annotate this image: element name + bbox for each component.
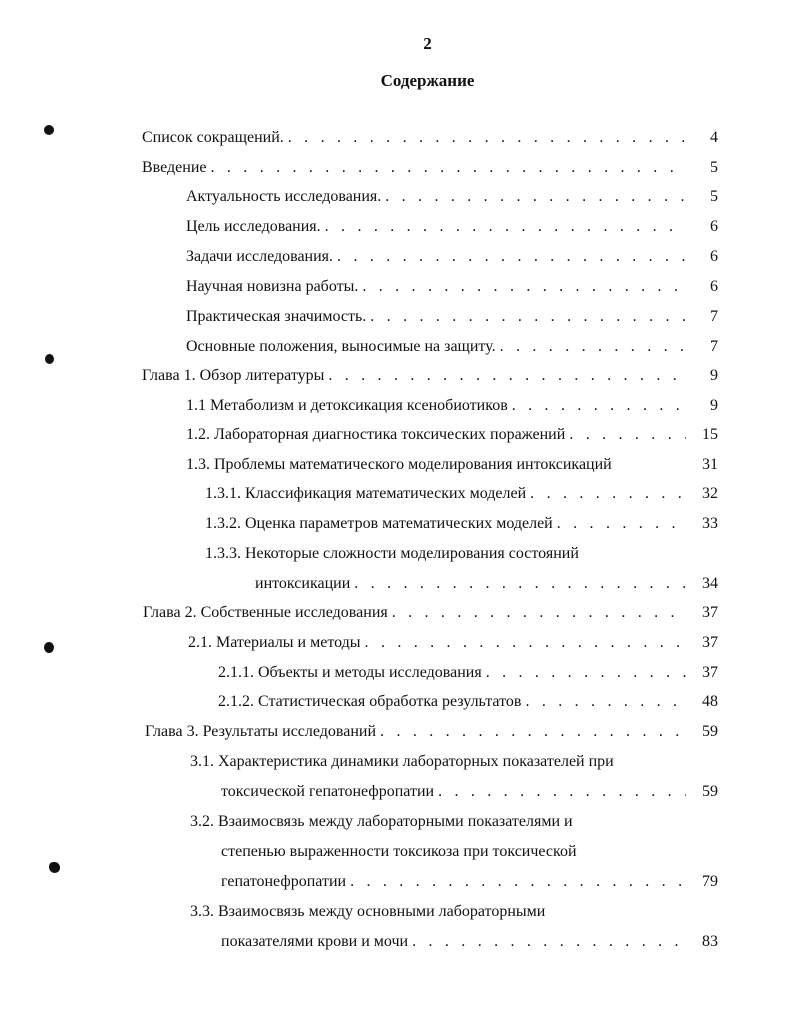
toc-dot-leader xyxy=(284,127,686,149)
toc-entry-page: 5 xyxy=(710,188,718,205)
toc-entry-title: Практическая значимость. xyxy=(186,308,367,325)
toc-entry-title: Глава 3. Результаты исследований xyxy=(145,723,377,740)
toc-entry-page: 33 xyxy=(702,515,718,532)
toc-entry-page: 37 xyxy=(702,664,718,681)
toc-entry-title: Научная новизна работы. xyxy=(186,278,359,295)
toc-entry-title: 1.3.2. Оценка параметров математических моделей xyxy=(205,515,553,532)
toc-dot-leader xyxy=(366,306,686,328)
toc-dot-leader xyxy=(482,662,686,684)
binder-hole-mark xyxy=(49,862,60,873)
toc-entry-page: 59 xyxy=(702,723,718,740)
toc-entry-title: интоксикации xyxy=(255,575,351,592)
toc-entry[interactable] xyxy=(186,306,718,328)
toc-entry-page: 34 xyxy=(702,575,718,592)
toc-dot-leader xyxy=(388,602,686,624)
toc-entry-title: Список сокращений. xyxy=(142,129,284,146)
toc-entry-page: 31 xyxy=(702,456,718,473)
toc-entry[interactable] xyxy=(142,127,718,149)
toc-entry-title: Основные положения, выносимые на защиту. xyxy=(186,338,496,355)
toc-entry-title: 1.3.1. Классификация математических моделей xyxy=(205,485,527,502)
toc-entry[interactable] xyxy=(221,931,718,953)
toc-entry[interactable] xyxy=(186,186,718,208)
toc-dot-leader xyxy=(361,632,686,654)
binder-hole-mark xyxy=(44,642,54,653)
toc-entry-title: 1.3.3. Некоторые сложности моделирования состояний xyxy=(205,545,579,562)
toc-entry-title: 3.1. Характеристика динамики лабораторных показателей при xyxy=(190,753,614,770)
toc-entry[interactable] xyxy=(205,513,718,535)
toc-entry-page: 32 xyxy=(702,485,718,502)
toc-entry-page: 6 xyxy=(710,248,718,265)
toc-entry[interactable] xyxy=(186,454,718,476)
toc-entry-page: 5 xyxy=(710,159,718,176)
toc-dot-leader xyxy=(496,336,686,358)
toc-entry[interactable] xyxy=(186,424,718,446)
toc-entry[interactable] xyxy=(186,246,718,268)
toc-entry-title: Глава 1. Обзор литературы xyxy=(142,367,325,384)
binder-hole-mark xyxy=(44,125,54,135)
toc-entry-title: 2.1.1. Объекты и методы исследования xyxy=(218,664,482,681)
page-title: Содержание xyxy=(380,71,475,90)
toc-entry-continued[interactable] xyxy=(190,811,718,833)
toc-entry-title: 2.1.2. Статистическая обработка результатов xyxy=(218,693,522,710)
toc-entry[interactable] xyxy=(205,483,718,505)
toc-entry[interactable] xyxy=(145,721,718,743)
toc-entry-page: 6 xyxy=(710,278,718,295)
binder-hole-mark xyxy=(45,354,54,364)
toc-dot-leader xyxy=(521,691,686,713)
toc-entry-title: Цель исследования. xyxy=(186,218,321,235)
toc-entry-page: 79 xyxy=(702,873,718,890)
toc-entry-title: Введение xyxy=(142,159,207,176)
toc-entry-title: Глава 2. Собственные исследования xyxy=(143,604,388,621)
toc-dot-leader xyxy=(324,365,686,387)
toc-dot-leader xyxy=(381,186,686,208)
toc-entry-page: 83 xyxy=(702,933,718,950)
toc-entry-page: 7 xyxy=(710,308,718,325)
toc-entry-page: 9 xyxy=(710,367,718,384)
toc-entry[interactable] xyxy=(221,871,718,893)
toc-entry-continued[interactable] xyxy=(190,901,718,923)
toc-entry[interactable] xyxy=(186,395,718,417)
toc-entry-page: 6 xyxy=(710,218,718,235)
toc-dot-leader xyxy=(553,513,686,535)
toc-entry-page: 7 xyxy=(710,338,718,355)
toc-entry[interactable] xyxy=(142,365,718,387)
toc-entry[interactable] xyxy=(186,216,718,238)
toc-entry[interactable] xyxy=(143,602,718,624)
toc-dot-leader xyxy=(376,721,686,743)
toc-entry[interactable] xyxy=(221,781,718,803)
toc-dot-leader xyxy=(508,395,686,417)
page-number: 2 xyxy=(423,34,432,53)
toc-entry-title: 2.1. Материалы и методы xyxy=(188,634,361,651)
toc-dot-leader xyxy=(526,483,686,505)
toc-entry-title: показателями крови и мочи xyxy=(221,933,409,950)
toc-entry[interactable] xyxy=(188,632,718,654)
toc-entry-title: Задачи исследования. xyxy=(186,248,334,265)
toc-entry-page: 37 xyxy=(702,634,718,651)
toc-entry-title: гепатонефропатии xyxy=(221,873,347,890)
toc-entry-title: 3.2. Взаимосвязь между лабораторными показателями и xyxy=(190,813,573,830)
toc-entry-continued[interactable] xyxy=(221,841,718,863)
toc-entry-page: 37 xyxy=(702,604,718,621)
toc-entry-continued[interactable] xyxy=(190,751,718,773)
toc-entry-page: 4 xyxy=(710,129,718,146)
toc-dot-leader xyxy=(207,157,687,179)
toc-entry-page: 9 xyxy=(710,397,718,414)
toc-entry[interactable] xyxy=(186,336,718,358)
toc-entry-title: 1.2. Лабораторная диагностика токсических поражений xyxy=(186,426,566,443)
toc-dot-leader xyxy=(350,573,686,595)
toc-entry-page: 48 xyxy=(702,693,718,710)
toc-entry[interactable] xyxy=(218,691,718,713)
toc-dot-leader xyxy=(333,246,686,268)
toc-entry-continued[interactable] xyxy=(205,543,718,565)
toc-dot-leader xyxy=(565,424,686,446)
toc-entry-title: Актуальность исследования. xyxy=(186,188,382,205)
toc-entry-title: токсической гепатонефропатии xyxy=(221,783,435,800)
toc-dot-leader xyxy=(408,931,686,953)
toc-entry-page: 15 xyxy=(702,426,718,443)
toc-entry-title: степенью выраженности токсикоза при токсической xyxy=(221,843,577,860)
toc-entry-title: 1.1 Метаболизм и детоксикация ксенобиотиков xyxy=(186,397,508,414)
toc-entry[interactable] xyxy=(255,573,718,595)
toc-dot-leader xyxy=(434,781,686,803)
toc-entry-title: 3.3. Взаимосвязь между основными лабораторными xyxy=(190,903,546,920)
toc-entry-title: 1.3. Проблемы математического моделирования интоксикаций xyxy=(186,456,612,473)
toc-entry[interactable] xyxy=(186,276,718,298)
toc-dot-leader xyxy=(358,276,686,298)
toc-entry[interactable] xyxy=(218,662,718,684)
toc-dot-leader xyxy=(321,216,686,238)
toc-entry[interactable] xyxy=(142,157,718,179)
toc-entry-page: 59 xyxy=(702,783,718,800)
toc-dot-leader xyxy=(346,871,686,893)
